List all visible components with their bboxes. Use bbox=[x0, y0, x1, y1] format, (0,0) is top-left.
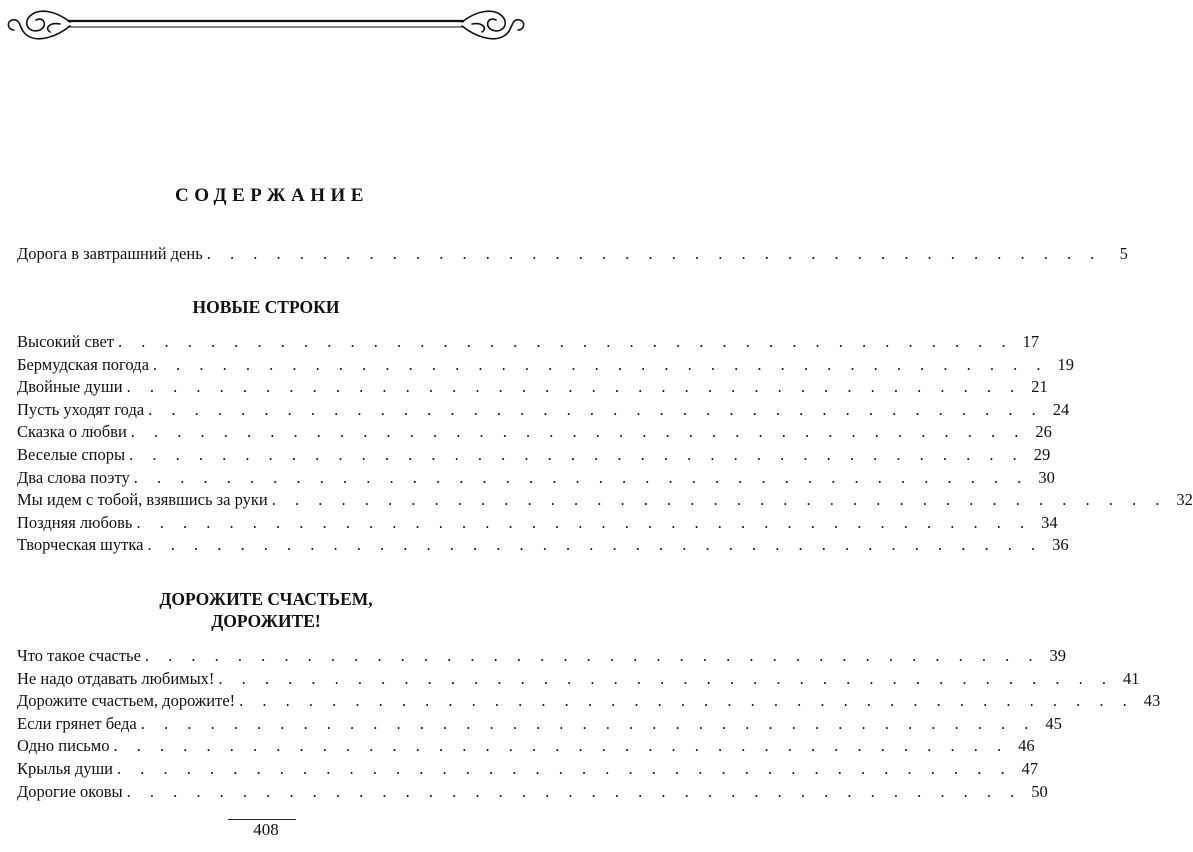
toc-entry-page: 32 bbox=[1176, 490, 1193, 510]
toc-entry[interactable] bbox=[17, 243, 1128, 266]
dot-leader: . . . . . . . . . . . . . . . . . . . . . . . . . . . . . . . . . . . . . . . bbox=[126, 781, 1022, 801]
toc-entry[interactable] bbox=[17, 668, 1140, 691]
dot-leader: . . . . . . . . . . . . . . . . . . . . . . . . . . . . . . . . . . . . . . . bbox=[133, 467, 1029, 487]
toc-entry-title: Крылья души bbox=[17, 758, 113, 778]
dot-leader: . . . . . . . . . . . . . . . . . . . . . . . . . . . . . . . . . . . . . . . bbox=[113, 736, 1009, 756]
toc-entry[interactable] bbox=[17, 512, 1058, 535]
toc-entry-title: Два слова поэту bbox=[17, 467, 130, 487]
toc-entry-page: 36 bbox=[1052, 535, 1069, 555]
toc-entry-title: Поздняя любовь bbox=[17, 512, 133, 532]
toc-entry-title: Не надо отдавать любимых! bbox=[17, 668, 215, 688]
dot-leader: . . . . . . . . . . . . . . . . . . . . . . . . . . . . . . . . . . . . . . . bbox=[118, 332, 1014, 351]
toc-entry-title: Мы идем с тобой, взявшись за руки bbox=[17, 490, 268, 510]
dot-leader: . . . . . . . . . . . . . . . . . . . . . . . . . . . . . . . . . . . . . . . bbox=[271, 490, 1167, 510]
toc-entry-title: Дорогие оковы bbox=[17, 781, 123, 801]
dot-leader: . . . . . . . . . . . . . . . . . . . . . . . . . . . . . . . . . . . . . . . bbox=[136, 512, 1032, 532]
toc-entry-page: 21 bbox=[1031, 377, 1048, 397]
toc-intro-list bbox=[17, 243, 1128, 266]
toc-entry-page: 5 bbox=[1119, 244, 1128, 263]
toc-entry-title: Веселые споры bbox=[17, 444, 126, 464]
toc-entry-title: Бермудская погода bbox=[17, 354, 149, 374]
toc-section-new-lines bbox=[17, 331, 1193, 557]
toc-entry[interactable] bbox=[17, 758, 1039, 781]
toc-entry-title: Одно письмо bbox=[17, 736, 110, 756]
toc-entry-page: 41 bbox=[1123, 668, 1140, 688]
toc-entry-title: Творческая шутка bbox=[17, 535, 144, 555]
toc-entry[interactable] bbox=[17, 489, 1193, 512]
toc-entry-page: 50 bbox=[1031, 781, 1048, 801]
toc-entry[interactable] bbox=[17, 713, 1062, 736]
toc-entry-title: Что такое счастье bbox=[17, 646, 141, 665]
toc-entry-page: 39 bbox=[1049, 646, 1067, 665]
dot-leader: . . . . . . . . . . . . . . . . . . . . . . . . . . . . . . . . . . . . . . . bbox=[206, 244, 1102, 263]
toc-entry[interactable] bbox=[17, 421, 1052, 444]
toc-entry-page: 47 bbox=[1021, 758, 1039, 778]
toc-entry-title: Двойные души bbox=[17, 377, 123, 397]
toc-entry-page: 30 bbox=[1038, 467, 1055, 487]
dot-leader: . . . . . . . . . . . . . . . . . . . . . . . . . . . . . . . . . . . . . . . bbox=[140, 713, 1036, 733]
toc-entry[interactable] bbox=[17, 354, 1075, 377]
toc-section-cherish bbox=[17, 645, 1161, 803]
dot-leader: . . . . . . . . . . . . . . . . . . . . . . . . . . . . . . . . . . . . . . . bbox=[239, 691, 1135, 711]
toc-entry[interactable] bbox=[17, 690, 1161, 713]
toc-entry-page: 34 bbox=[1041, 512, 1058, 532]
toc-entry[interactable] bbox=[17, 399, 1070, 422]
toc-entry-page: 17 bbox=[1022, 332, 1040, 351]
header-ornament bbox=[0, 0, 532, 60]
dot-leader: . . . . . . . . . . . . . . . . . . . . . . . . . . . . . . . . . . . . . . . bbox=[147, 535, 1043, 555]
dot-leader: . . . . . . . . . . . . . . . . . . . . . . . . . . . . . . . . . . . . . . . bbox=[148, 399, 1044, 419]
toc-entry[interactable] bbox=[17, 534, 1069, 557]
toc-entry-page: 24 bbox=[1052, 399, 1070, 419]
toc-entry[interactable] bbox=[17, 467, 1055, 490]
dot-leader: . . . . . . . . . . . . . . . . . . . . . . . . . . . . . . . . . . . . . . . bbox=[126, 377, 1022, 397]
toc-entry-page: 26 bbox=[1035, 422, 1052, 442]
toc-entry-title: Высокий свет bbox=[17, 332, 115, 351]
toc-entry-title: Сказка о любви bbox=[17, 422, 127, 442]
toc-entry-page: 29 bbox=[1033, 444, 1051, 464]
dot-leader: . . . . . . . . . . . . . . . . . . . . . . . . . . . . . . . . . . . . . . . bbox=[130, 422, 1026, 442]
toc-entry[interactable] bbox=[17, 781, 1048, 804]
dot-leader: . . . . . . . . . . . . . . . . . . . . . . . . . . . . . . . . . . . . . . . bbox=[129, 444, 1025, 464]
dot-leader: . . . . . . . . . . . . . . . . . . . . . . . . . . . . . . . . . . . . . . . bbox=[218, 668, 1114, 688]
toc-entry-page: 46 bbox=[1018, 736, 1035, 756]
toc-entry-page: 43 bbox=[1143, 691, 1161, 711]
contents-title: СОДЕРЖАНИЕ bbox=[175, 185, 369, 206]
toc-entry[interactable] bbox=[17, 645, 1067, 668]
dot-leader: . . . . . . . . . . . . . . . . . . . . . . . . . . . . . . . . . . . . . . . bbox=[144, 646, 1041, 665]
toc-entry-title: Дорожите счастьем, дорожите! bbox=[17, 691, 236, 711]
section-heading-cherish-line2: ДОРОЖИТЕ! bbox=[211, 611, 321, 631]
toc-entry-title: Если грянет беда bbox=[17, 713, 137, 733]
toc-entry-page: 45 bbox=[1045, 713, 1062, 733]
flourish-divider-icon bbox=[0, 0, 532, 60]
dot-leader: . . . . . . . . . . . . . . . . . . . . . . . . . . . . . . . . . . . . . . . bbox=[152, 354, 1049, 374]
toc-entry[interactable] bbox=[17, 331, 1040, 354]
toc-entry[interactable] bbox=[17, 444, 1051, 467]
dot-leader: . . . . . . . . . . . . . . . . . . . . . . . . . . . . . . . . . . . . . . . bbox=[117, 758, 1013, 778]
toc-entry-title: Пусть уходят года bbox=[17, 399, 145, 419]
toc-entry-title: Дорога в завтрашний день bbox=[17, 244, 203, 263]
toc-entry-page: 19 bbox=[1057, 354, 1075, 374]
section-heading-new-lines: НОВЫЕ СТРОКИ bbox=[192, 297, 340, 317]
toc-entry[interactable] bbox=[17, 376, 1048, 399]
section-heading-cherish-line1: ДОРОЖИТЕ СЧАСТЬЕМ, bbox=[159, 589, 373, 609]
toc-entry[interactable] bbox=[17, 735, 1035, 758]
page-number: 408 bbox=[253, 820, 279, 839]
